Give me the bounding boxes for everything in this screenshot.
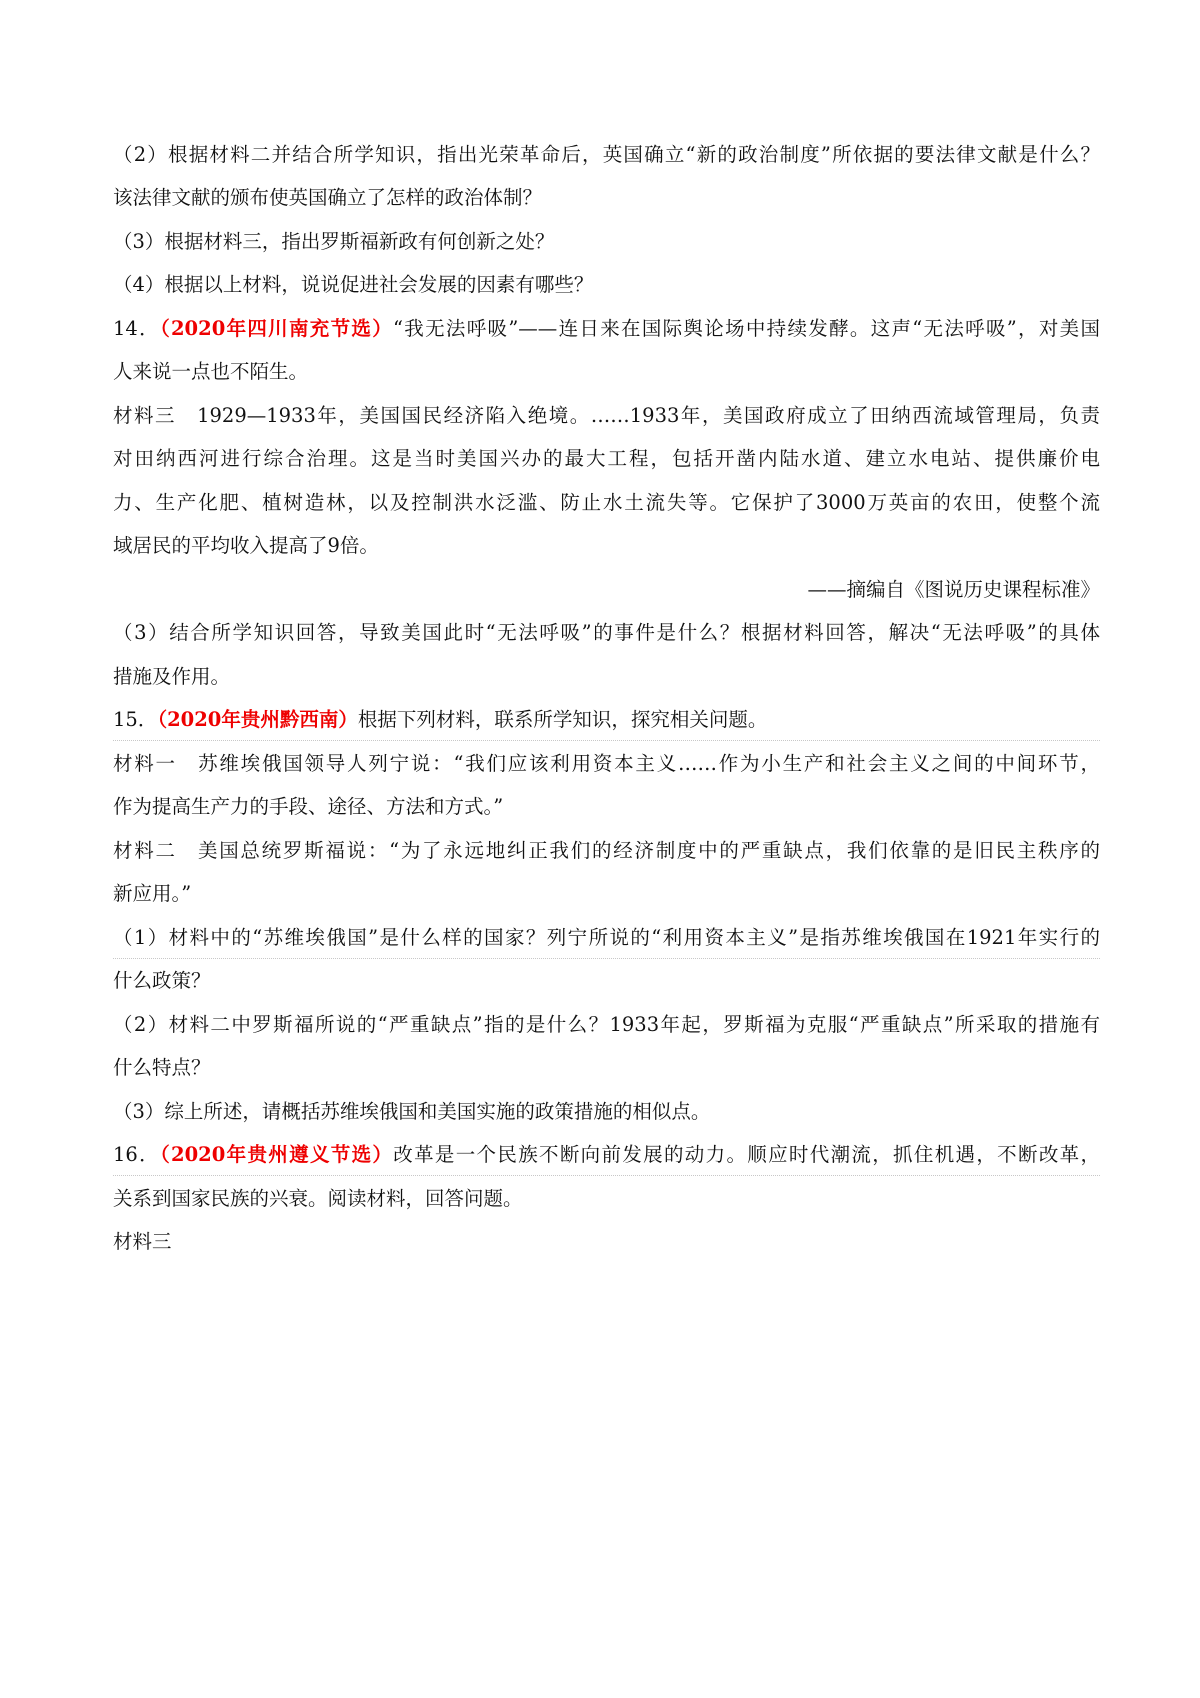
q16-heading-line — [113, 1140, 1100, 1170]
q16-number: 16． — [113, 1143, 160, 1166]
q15-intro: 根据下列材料，联系所学知识，探究相关问题。 — [357, 708, 768, 731]
q15-number: 15． — [113, 708, 158, 731]
q15-source: （2020年贵州黔西南） — [157, 708, 358, 731]
divider — [113, 1175, 1100, 1176]
divider — [113, 958, 1100, 959]
q14-question-line-2: 措施及作用。 — [113, 665, 231, 688]
q13-subquestion-2-line-1: （2）根据材料二并结合所学知识，指出光荣革命后，英国确立“新的政治制度”所依据的要法律文献是什么？ — [113, 143, 1100, 166]
q13-subquestion-2-line-2: 该法律文献的颁布使英国确立了怎样的政治体制？ — [113, 186, 543, 209]
q14-citation: ——摘编自《图说历史课程标准》 — [807, 578, 1100, 601]
q13-subquestion-4: （4）根据以上材料，说说促进社会发展的因素有哪些？ — [113, 273, 594, 296]
q14-question-line-1: （3）结合所学知识回答，导致美国此时“无法呼吸”的事件是什么？根据材料回答，解决“无法呼吸”的具体 — [113, 621, 1100, 644]
q14-material-line-3: 力、生产化肥、植树造林，以及控制洪水泛滥、防止水土流失等。它保护了3000万英亩的农田，使整个流 — [113, 491, 1100, 514]
q13-subquestion-3: （3）根据材料三，指出罗斯福新政有何创新之处？ — [113, 230, 555, 253]
q15-material1-line-1: 材料一 苏维埃俄国领导人列宁说：“我们应该利用资本主义……作为小生产和社会主义之间的中间环节， — [113, 752, 1100, 775]
q16-source: （2020年贵州遵义节选） — [159, 1143, 394, 1166]
q15-material2-line-1: 材料二 美国总统罗斯福说：“为了永远地纠正我们的经济制度中的严重缺点，我们依靠的是旧民主秩序的 — [113, 839, 1100, 862]
q15-question-2-line-1: （2）材料二中罗斯福所说的“严重缺点”指的是什么？1933年起，罗斯福为克服“严重缺点”所采取的措施有 — [113, 1013, 1100, 1036]
q15-question-3: （3）综上所述，请概括苏维埃俄国和美国实施的政策措施的相似点。 — [113, 1100, 711, 1123]
q15-heading-line — [113, 705, 1100, 735]
q15-material1-line-2: 作为提高生产力的手段、途径、方法和方式。” — [113, 795, 504, 818]
q15-question-1-line-1: （1）材料中的“苏维埃俄国”是什么样的国家？列宁所说的“利用资本主义”是指苏维埃俄国在1921年实行的 — [113, 926, 1100, 949]
q14-source: （2020年四川南充节选） — [159, 317, 394, 340]
q14-intro-line-2: 人来说一点也不陌生。 — [113, 360, 309, 383]
q16-intro: 改革是一个民族不断向前发展的动力。顺应时代潮流，抓住机遇，不断改革， — [393, 1143, 1100, 1166]
q14-heading-line — [113, 314, 1100, 344]
q14-number: 14． — [113, 317, 160, 340]
q14-material-line-1: 材料三 1929—1933年，美国国民经济陷入绝境。……1933年，美国政府成立了田纳西流域管理局，负责 — [113, 404, 1100, 427]
divider — [113, 740, 1100, 741]
q16-material-label: 材料三 — [113, 1230, 172, 1253]
q15-question-2-line-2: 什么特点？ — [113, 1056, 211, 1079]
q14-material-line-4: 域居民的平均收入提高了9倍。 — [113, 534, 379, 557]
q15-question-1-line-2: 什么政策？ — [113, 969, 211, 992]
q15-material2-line-2: 新应用。” — [113, 882, 192, 905]
q14-intro: “我无法呼吸”——连日来在国际舆论场中持续发酵。这声“无法呼吸”，对美国 — [393, 317, 1100, 340]
q14-material-line-2: 对田纳西河进行综合治理。这是当时美国兴办的最大工程，包括开凿内陆水道、建立水电站、提供廉价电 — [113, 447, 1100, 470]
q16-intro-line-2: 关系到国家民族的兴衰。阅读材料，回答问题。 — [113, 1187, 523, 1210]
